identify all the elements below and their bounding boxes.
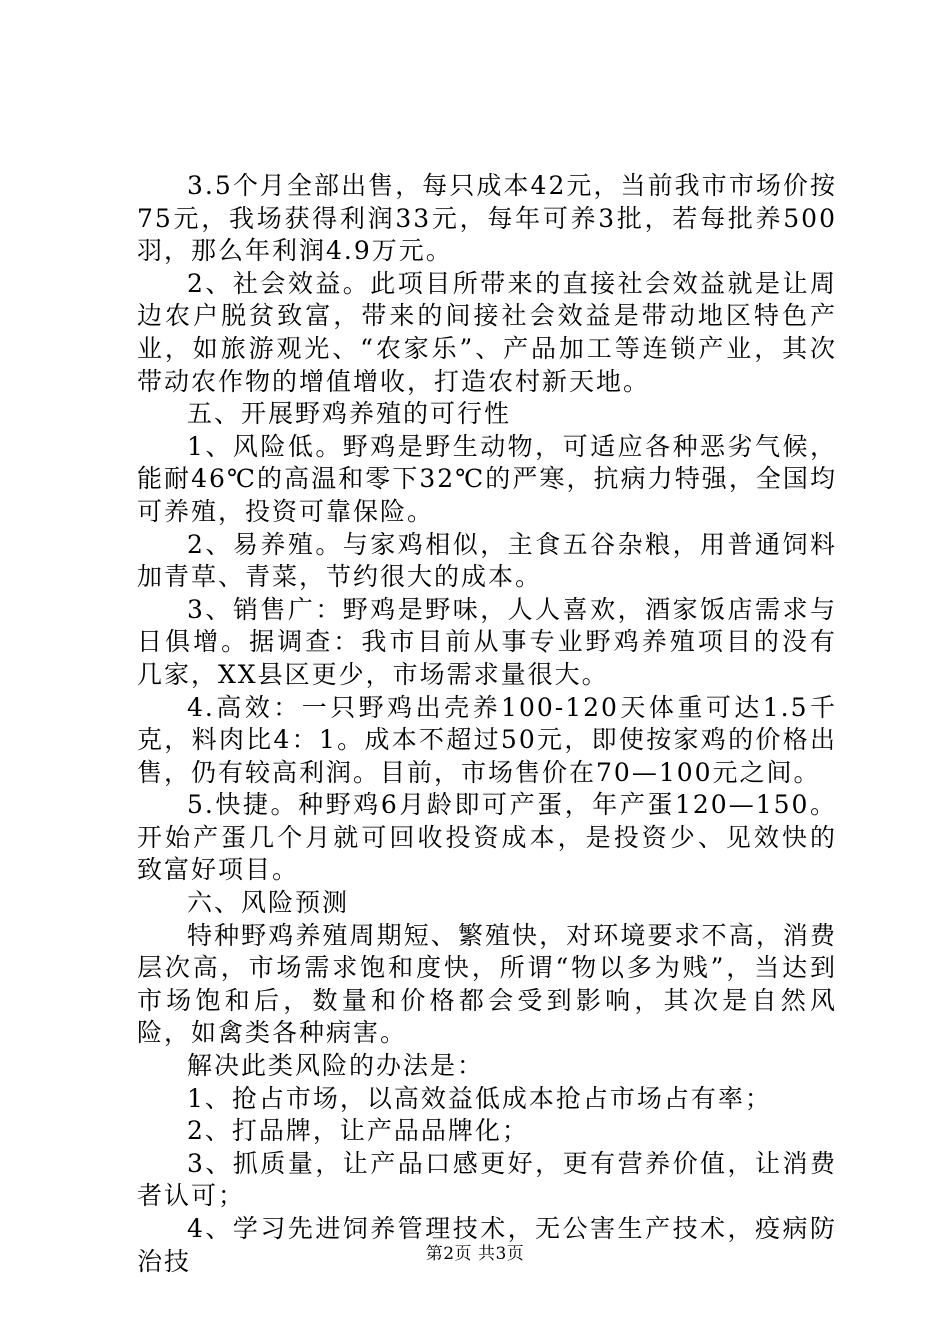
list-item-seize-market: 1、抢占市场，以高效益低成本抢占市场占有率； [187,1083,772,1113]
list-item-technology: 4、学习先进饲养管理技术，无公害生产技术，疫病防治技 [137,1214,837,1276]
section-heading-risk-forecast: 六、风险预测 [187,888,350,918]
paragraph-profit-calc: 3.5个月全部出售，每只成本42元，当前我市市场价按75元，我场获得利润33元，每年可养3批，若每批养500羽，那么年利润4.9万元。 [137,171,837,266]
page-number-footer: 第2页 共3页 [425,1244,525,1264]
paragraph-quick-return: 5.快捷。种野鸡6月龄即可产蛋，年产蛋120—150。开始产蛋几个月就可回收投资成本，是投资少、见效快的致富好项目。 [137,790,837,885]
paragraph-solutions-intro: 解决此类风险的办法是： [187,1051,485,1081]
paragraph-high-efficiency: 4.高效：一只野鸡出壳养100-120天体重可达1.5千克，料肉比4：1。成本不超过50元，即使按家鸡的价格出售，仍有较高利润。目前，市场售价在70—100元之间。 [137,692,837,787]
document-body [137,170,837,1278]
section-heading-feasibility: 五、开展野鸡养殖的可行性 [187,399,512,429]
list-item-quality: 3、抓质量，让产品口感更好，更有营养价值，让消费者认可； [137,1148,837,1211]
list-item-branding: 2、打品牌，让产品品牌化； [187,1116,529,1146]
paragraph-low-risk: 1、风险低。野鸡是野生动物，可适应各种恶劣气候，能耐46℃的高温和零下32℃的严寒，抗病力特强，全国均可养殖，投资可靠保险。 [137,431,837,526]
paragraph-social-benefit: 2、社会效益。此项目所带来的直接社会效益就是让周边农户脱贫致富，带来的间接社会效益是带动地区特色产业，如旅游观光、“农家乐”、产品加工等连锁产业，其次带动农作物的增值增收，打造农村新天地。 [137,268,837,396]
paragraph-risk-description: 特种野鸡养殖周期短、繁殖快，对环境要求不高，消费层次高，市场需求饱和度快，所谓“物以多为贱”，当达到市场饱和后，数量和价格都会受到影响，其次是自然风险，如禽类各种病害。 [137,920,837,1048]
paragraph-wide-sales: 3、销售广：野鸡是野味，人人喜欢，酒家饭店需求与日俱增。据调查：我市目前从事专业野鸡养殖项目的没有几家，XX县区更少，市场需求量很大。 [137,594,837,689]
paragraph-easy-breeding: 2、易养殖。与家鸡相似，主食五谷杂粮，用普通饲料加青草、青菜，节约很大的成本。 [137,529,837,592]
